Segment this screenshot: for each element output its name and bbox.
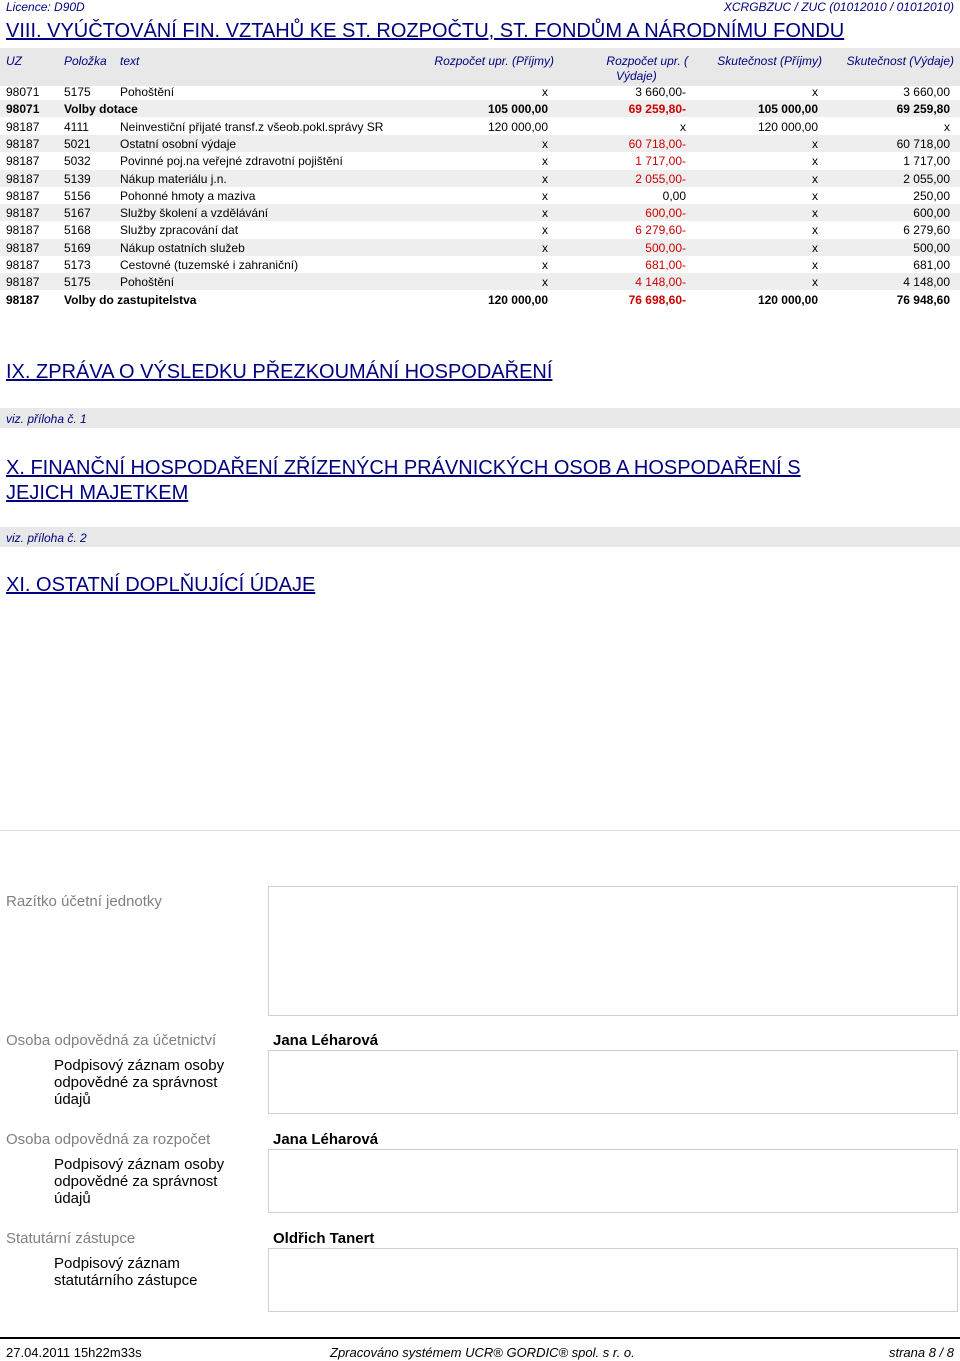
cell-sv: 2 055,00	[903, 171, 950, 186]
stamp-label: Razítko účetní jednotky	[6, 893, 162, 910]
cell-pol: 5139	[64, 171, 91, 186]
section-9-note-band	[0, 408, 960, 428]
cell-sp: x	[812, 206, 818, 221]
cell-sp: x	[812, 240, 818, 255]
cell-uz: 98187	[6, 188, 40, 203]
cell-rp: 120 000,00	[487, 292, 548, 307]
cell-rp: x	[542, 240, 548, 255]
table-row	[0, 152, 960, 169]
cell-rv: 0,00	[662, 188, 686, 203]
cell-uz: 98071	[6, 102, 40, 117]
cell-text: Pohoštění	[120, 275, 175, 290]
cell-uz: 98071	[6, 85, 40, 99]
cell-sv: 1 717,00	[903, 154, 950, 169]
table-row	[0, 83, 960, 100]
col-polozka: Položka	[64, 54, 107, 68]
cell-rv: 2 055,00-	[635, 171, 686, 186]
footer-page: strana 8 / 8	[888, 1345, 954, 1360]
col-uz: UZ	[6, 54, 22, 68]
cell-uz: 98187	[6, 240, 40, 255]
cell-text: Neinvestiční přijaté transf.z všeob.pokl.správy SR	[120, 119, 384, 134]
budget-sign-line1: Podpisový záznam osoby	[54, 1156, 225, 1173]
cell-rp: x	[542, 223, 548, 238]
cell-rp: x	[542, 85, 548, 99]
budget-sign-box	[268, 1149, 958, 1213]
col-rozpocet-prijmy: Rozpočet upr. (Příjmy)	[434, 54, 554, 68]
table-row	[0, 100, 960, 117]
cell-rp: x	[542, 258, 548, 272]
budget-sign-line2: odpovědné za správnost	[54, 1173, 218, 1190]
cell-sv: 500,00	[913, 240, 950, 255]
cell-sv: 60 718,00	[896, 136, 950, 151]
budget-sign-label	[54, 1156, 254, 1207]
footer-rule	[0, 1337, 960, 1339]
accountant-sign-label	[54, 1057, 254, 1108]
statutory-sign-line2: statutárního zástupce	[54, 1272, 198, 1289]
section-9-note: viz. příloha č. 1	[6, 412, 87, 426]
cell-pol: 5169	[64, 240, 91, 255]
cell-rv: 6 279,60-	[635, 223, 686, 238]
table-row	[0, 135, 960, 152]
cell-rp: x	[542, 188, 548, 203]
table-header	[0, 48, 960, 86]
cell-uz: 98187	[6, 275, 40, 290]
cell-rp: x	[542, 154, 548, 169]
cell-rp: x	[542, 275, 548, 290]
report-code: XCRGBZUC / ZUC (01012010 / 01012010)	[723, 0, 954, 14]
cell-pol: 5168	[64, 223, 91, 238]
cell-pol: 5173	[64, 258, 91, 272]
cell-text: Ostatní osobní výdaje	[120, 136, 237, 151]
table-row	[0, 221, 960, 238]
cell-sp: x	[812, 188, 818, 203]
cell-sp: 105 000,00	[757, 102, 818, 117]
accountant-name: Jana Léharová	[273, 1032, 379, 1049]
section-11-title: XI. OSTATNÍ DOPLŇUJÍCÍ ÚDAJE	[6, 574, 316, 596]
cell-pol: 5032	[64, 154, 91, 169]
statutory-sign-label	[54, 1255, 254, 1289]
section-10-title-line2: JEJICH MAJETKEM	[6, 482, 189, 504]
cell-sp: x	[812, 223, 818, 238]
cell-pol: 5167	[64, 206, 91, 221]
cell-rv: 500,00-	[645, 240, 686, 255]
cell-sv: 6 279,60	[903, 223, 950, 238]
cell-pol: Volby do zastupitelstva	[64, 292, 197, 307]
cell-sv: 69 259,80	[896, 102, 950, 117]
col-skutecnost-prijmy: Skutečnost (Příjmy)	[717, 54, 822, 68]
cell-sp: x	[812, 171, 818, 186]
accountant-sign-box	[268, 1050, 958, 1114]
cell-text: Služby školení a vzdělávání	[120, 206, 269, 221]
accountant-label: Osoba odpovědná za účetnictví	[6, 1032, 217, 1049]
table-row	[0, 291, 960, 308]
table-row	[0, 187, 960, 204]
cell-uz: 98187	[6, 154, 40, 169]
cell-rv: 1 717,00-	[635, 154, 686, 169]
cell-text: Služby zpracování dat	[120, 223, 239, 238]
cell-uz: 98187	[6, 136, 40, 151]
budget-sign-line3: údajů	[54, 1190, 91, 1207]
cell-rv: x	[680, 119, 686, 134]
cell-pol: Volby dotace	[64, 102, 138, 117]
licence-text: Licence: D90D	[6, 0, 85, 14]
cell-sv: x	[944, 119, 950, 134]
cell-sp: x	[812, 258, 818, 272]
cell-rv: 3 660,00-	[635, 85, 686, 99]
cell-rp: x	[542, 206, 548, 221]
top-bar	[0, 0, 960, 14]
cell-text: Nákup materiálu j.n.	[120, 171, 227, 186]
cell-uz: 98187	[6, 223, 40, 238]
col-rozpocet-vydaje-2: Výdaje)	[616, 69, 657, 83]
cell-rp: x	[542, 171, 548, 186]
accountant-sign-line2: odpovědné za správnost	[54, 1074, 218, 1091]
cell-uz: 98187	[6, 258, 40, 272]
table-row	[0, 239, 960, 256]
cell-sv: 76 948,60	[896, 292, 950, 307]
table-row	[0, 256, 960, 273]
cell-pol: 4111	[64, 119, 89, 134]
cell-pol: 5156	[64, 188, 91, 203]
cell-pol: 5021	[64, 136, 91, 151]
cell-sp: x	[812, 85, 818, 99]
cell-text: Pohonné hmoty a maziva	[120, 188, 256, 203]
table-row	[0, 170, 960, 187]
section-10-title-line1: X. FINANČNÍ HOSPODAŘENÍ ZŘÍZENÝCH PRÁVNICKÝCH OSOB A HOSPODAŘENÍ S	[6, 457, 801, 479]
cell-sp: x	[812, 136, 818, 151]
section-8-title: VIII. VYÚČTOVÁNÍ FIN. VZTAHŮ KE ST. ROZPOČTU, ST. FONDŮM A NÁRODNÍMU FONDU	[6, 20, 845, 42]
cell-uz: 98187	[6, 171, 40, 186]
statutory-sign-box	[268, 1248, 958, 1312]
accountant-sign-line1: Podpisový záznam osoby	[54, 1057, 225, 1074]
cell-pol: 5175	[64, 275, 91, 290]
col-text: text	[120, 54, 140, 68]
cell-rv: 76 698,60-	[628, 292, 686, 307]
cell-rv: 60 718,00-	[628, 136, 686, 151]
footer-date: 27.04.2011 15h22m33s	[6, 1345, 142, 1360]
cell-text: Nákup ostatních služeb	[120, 240, 245, 255]
cell-pol: 5175	[64, 85, 91, 99]
cell-sv: 250,00	[913, 188, 950, 203]
stamp-box	[268, 886, 958, 1016]
cell-text: Povinné poj.na veřejné zdravotní pojištění	[120, 154, 343, 169]
col-skutecnost-vydaje: Skutečnost (Výdaje)	[846, 54, 954, 68]
statutory-sign-line1: Podpisový záznam	[54, 1255, 180, 1272]
statutory-name: Oldřich Tanert	[273, 1230, 375, 1247]
cell-rv: 69 259,80-	[628, 102, 686, 117]
cell-sp: 120 000,00	[757, 119, 818, 134]
cell-sp: 120 000,00	[757, 292, 818, 307]
cell-uz: 98187	[6, 292, 40, 307]
cell-text: Pohoštění	[120, 85, 175, 99]
cell-rp: x	[542, 136, 548, 151]
col-rozpocet-vydaje-1: Rozpočet upr. (	[606, 54, 688, 68]
cell-sp: x	[812, 154, 818, 169]
cell-rv: 600,00-	[645, 206, 686, 221]
cell-sp: x	[812, 275, 818, 290]
cell-uz: 98187	[6, 206, 40, 221]
cell-rp: 105 000,00	[487, 102, 548, 117]
cell-text: Cestovné (tuzemské i zahraniční)	[120, 258, 299, 272]
cell-uz: 98187	[6, 119, 40, 134]
statutory-label: Statutární zástupce	[6, 1230, 136, 1247]
table-row	[0, 204, 960, 221]
table-row	[0, 273, 960, 290]
cell-sv: 681,00	[913, 258, 950, 272]
cell-rp: 120 000,00	[487, 119, 548, 134]
section-9-title: IX. ZPRÁVA O VÝSLEDKU PŘEZKOUMÁNÍ HOSPODAŘENÍ	[6, 361, 553, 383]
cell-sv: 4 148,00	[903, 275, 950, 290]
cell-rv: 4 148,00-	[635, 275, 686, 290]
budget-label: Osoba odpovědná za rozpočet	[6, 1131, 211, 1148]
cell-sv: 3 660,00	[903, 85, 950, 99]
accountant-sign-line3: údajů	[54, 1091, 91, 1108]
budget-name: Jana Léharová	[273, 1131, 379, 1148]
section-10-note-band	[0, 527, 960, 547]
table-row	[0, 118, 960, 135]
section-10-note: viz. příloha č. 2	[6, 531, 87, 545]
footer-system: Zpracováno systémem UCR® GORDIC® spol. s r. o.	[330, 1345, 635, 1360]
cell-rv: 681,00-	[645, 258, 686, 272]
cell-sv: 600,00	[913, 206, 950, 221]
